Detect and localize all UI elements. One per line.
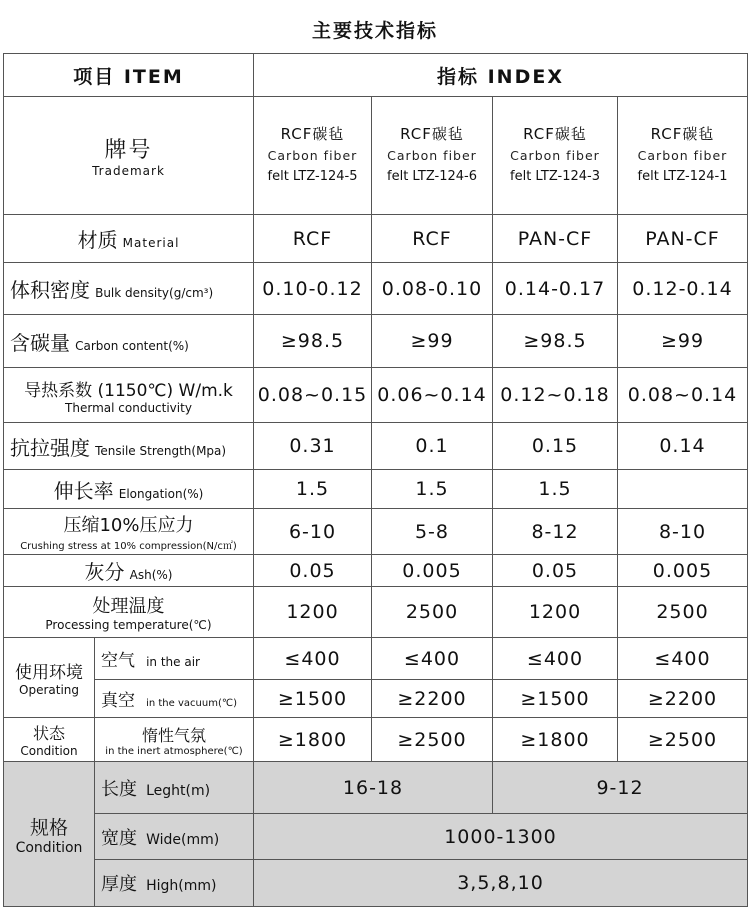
sub-label-cn: 宽度 [101, 827, 137, 849]
spec-label [4, 762, 95, 907]
spec-thickness-row [4, 860, 748, 907]
index-header: 指标 INDEX [254, 54, 748, 97]
value-cell: ≤400 [618, 638, 748, 680]
value-cell: ≥1800 [493, 718, 618, 762]
operating-air-row [4, 638, 748, 680]
value-cell: 5-8 [372, 509, 493, 555]
row-label [4, 215, 254, 263]
value-cell: ≥99 [372, 315, 493, 368]
row-label [4, 509, 254, 555]
row-label-cn: 伸长率 [53, 478, 114, 503]
row-label-en: Processing temperature(℃) [45, 618, 212, 632]
row-label [4, 423, 254, 470]
value-cell: 0.10-0.12 [254, 263, 372, 315]
value-cell: ≥1800 [254, 718, 372, 762]
row-label-en: Ash(%) [129, 568, 173, 582]
row-label-cn: 抗拉强度 [10, 435, 90, 460]
value-cell: 0.05 [493, 555, 618, 587]
operating-label-cn: 使用环境 [15, 663, 83, 683]
value-cell: 2500 [618, 587, 748, 638]
row-label-cn: 导热系数 (1150℃) W/m.k [24, 380, 233, 401]
carbon-content-row [4, 315, 748, 368]
product-code: felt LTZ-124-3 [510, 169, 600, 184]
thermal-row [4, 368, 748, 423]
value-cell: 1200 [493, 587, 618, 638]
spec-width-row [4, 814, 748, 860]
row-label-cn: 含碳量 [10, 330, 70, 355]
value-cell: ≤400 [254, 638, 372, 680]
sub-label [95, 680, 254, 718]
product-name: RCF碳毡 [650, 125, 715, 143]
value-cell: RCF [372, 215, 493, 263]
sub-label [95, 860, 254, 907]
value-cell: 1.5 [372, 470, 493, 509]
operating-label [4, 638, 95, 718]
value-cell: ≥98.5 [254, 315, 372, 368]
operating-vacuum-row [4, 680, 748, 718]
product-cell [618, 97, 748, 215]
spec-table [3, 53, 748, 907]
value-cell: ≥1500 [254, 680, 372, 718]
bulk-density-row [4, 263, 748, 315]
product-name: RCF碳毡 [280, 125, 345, 143]
product-name: RCF碳毡 [523, 125, 587, 143]
row-label-cn: 处理温度 [92, 596, 165, 617]
value-cell: 8-12 [493, 509, 618, 555]
tensile-row [4, 423, 748, 470]
value-cell: 1200 [254, 587, 372, 638]
value-cell: 1.5 [493, 470, 618, 509]
value-cell: 0.08~0.14 [618, 368, 748, 423]
sub-label-cn: 惰性气氛 [141, 725, 206, 745]
row-label-en: Thermal conductivity [65, 400, 192, 415]
row-label [4, 555, 254, 587]
condition-label-en: Condition [20, 744, 78, 758]
sub-label-en: High(mm) [146, 878, 217, 894]
product-type: Carbon fiber [267, 148, 358, 163]
row-label-en: Elongation(%) [118, 486, 204, 501]
product-cell [254, 97, 372, 215]
elongation-row [4, 470, 748, 509]
value-cell: 1000-1300 [254, 814, 748, 860]
value-cell: PAN-CF [618, 215, 748, 263]
value-cell: 0.005 [618, 555, 748, 587]
value-cell: 0.15 [493, 423, 618, 470]
sub-label-cn: 空气 [101, 651, 135, 671]
condition-row [4, 718, 748, 762]
processing-row [4, 587, 748, 638]
value-cell: ≥2200 [618, 680, 748, 718]
trademark-label [4, 97, 254, 215]
sub-label-en: in the air [146, 655, 200, 669]
value-cell: 0.12~0.18 [493, 368, 618, 423]
sub-label [95, 762, 254, 814]
row-label-cn: 灰分 [84, 560, 125, 584]
value-cell: PAN-CF [493, 215, 618, 263]
trademark-row [4, 97, 748, 215]
row-label-en: Bulk density(g/cm³) [95, 286, 214, 300]
row-label [4, 470, 254, 509]
value-cell: 0.06~0.14 [372, 368, 493, 423]
value-cell: ≥1500 [493, 680, 618, 718]
spec-label-en: Condition [15, 839, 83, 856]
value-cell: 0.14 [618, 423, 748, 470]
value-cell: 9-12 [493, 762, 748, 814]
sub-label-en: Leght(m) [146, 782, 211, 799]
row-label [4, 263, 254, 315]
row-label [4, 315, 254, 368]
sub-label-cn: 厚度 [101, 874, 137, 895]
spec-length-row [4, 762, 748, 814]
value-cell: 8-10 [618, 509, 748, 555]
ash-row [4, 555, 748, 587]
value-cell: RCF [254, 215, 372, 263]
product-type: Carbon fiber [637, 148, 728, 163]
value-cell: ≥2500 [618, 718, 748, 762]
sub-label-cn: 真空 [101, 691, 135, 711]
spec-label-cn: 规格 [29, 816, 68, 839]
item-header: 项目 ITEM [4, 54, 254, 97]
value-cell: 0.14-0.17 [493, 263, 618, 315]
value-cell: 0.05 [254, 555, 372, 587]
row-label [4, 368, 254, 423]
value-cell: 0.08-0.10 [372, 263, 493, 315]
row-label-cn: 材质 [77, 228, 118, 252]
row-label [4, 587, 254, 638]
product-type: Carbon fiber [510, 148, 600, 163]
sub-label [95, 638, 254, 680]
row-label-cn: 压缩10%压应力 [63, 515, 194, 536]
material-row [4, 215, 748, 263]
value-cell: 0.005 [372, 555, 493, 587]
operating-label-en: Operating [19, 683, 79, 697]
row-label-en: Material [122, 236, 180, 250]
row-label-en: Tensile Strength(Mpa) [95, 443, 227, 458]
product-code: felt LTZ-124-1 [637, 169, 728, 184]
trademark-label-cn: 牌号 [104, 138, 153, 163]
value-cell: 16-18 [254, 762, 493, 814]
value-cell: 0.08~0.15 [254, 368, 372, 423]
product-code: felt LTZ-124-5 [267, 169, 358, 184]
value-cell: 0.12-0.14 [618, 263, 748, 315]
sub-label-en: in the vacuum(℃) [146, 698, 237, 709]
crushing-row [4, 509, 748, 555]
product-cell [493, 97, 618, 215]
sub-label [95, 814, 254, 860]
value-cell: 2500 [372, 587, 493, 638]
value-cell: 1.5 [254, 470, 372, 509]
condition-label-cn: 状态 [32, 724, 65, 743]
value-cell [618, 470, 748, 509]
product-code: felt LTZ-124-6 [387, 169, 477, 184]
value-cell: ≥98.5 [493, 315, 618, 368]
value-cell: 0.31 [254, 423, 372, 470]
header-row [4, 54, 748, 97]
value-cell: ≥99 [618, 315, 748, 368]
sub-label [95, 718, 254, 762]
product-cell [372, 97, 493, 215]
value-cell: ≥2500 [372, 718, 493, 762]
value-cell: 3,5,8,10 [254, 860, 748, 907]
value-cell: 6-10 [254, 509, 372, 555]
sub-label-en: in the inert atmosphere(℃) [105, 745, 243, 757]
condition-label [4, 718, 95, 762]
row-label-en: Carbon content(%) [75, 338, 189, 353]
value-cell: 0.1 [372, 423, 493, 470]
value-cell: ≤400 [372, 638, 493, 680]
value-cell: ≤400 [493, 638, 618, 680]
row-label-cn: 体积密度 [10, 278, 90, 302]
trademark-label-en: Trademark [92, 164, 165, 178]
value-cell: ≥2200 [372, 680, 493, 718]
row-label-en: Crushing stress at 10% compression(N/c㎡) [20, 541, 237, 552]
sub-label-en: Wide(mm) [146, 831, 220, 848]
product-type: Carbon fiber [387, 148, 477, 163]
page-title: 主要技术指标 [311, 20, 438, 42]
sub-label-cn: 长度 [101, 778, 137, 800]
product-name: RCF碳毡 [400, 125, 464, 143]
